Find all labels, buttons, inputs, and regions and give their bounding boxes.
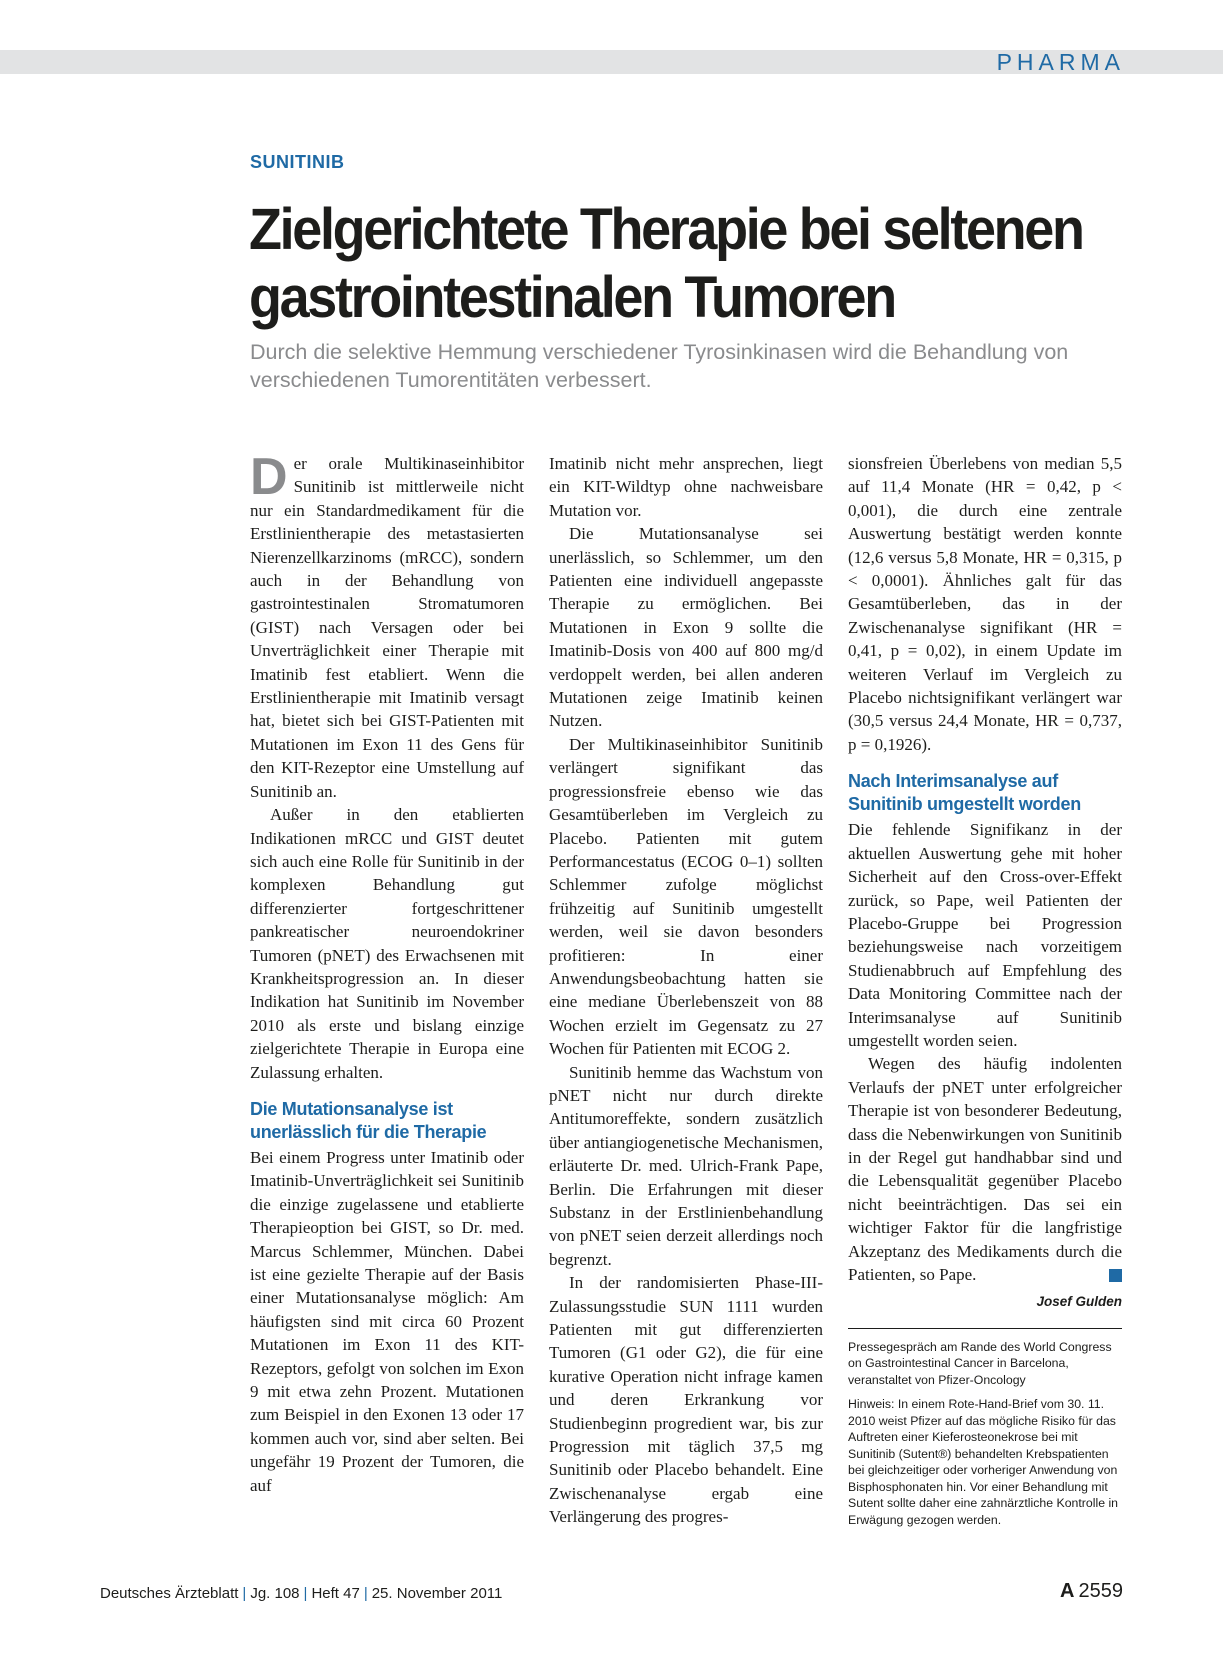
paragraph: In der randomisierten Phase-III-Zulassungsstudie SUN 1111 wurden Patienten mit gut differenzierten Tumoren (G1 oder G2), die für eine kurative Operation nicht infrage kamen und deren Erkrankung vor Studienbeginn progredient war, bis zur Progression mit täglich 37,5 mg Sunitinib oder Placebo behandelt. Eine Zwischenanalyse ergab eine Verlängerung des progres- xyxy=(549,1273,823,1527)
issue: Heft 47 xyxy=(311,1585,360,1602)
article-subtitle: Durch die selektive Hemmung verschiedener Tyrosinkinasen wird die Behandlung von verschiedenen Tumorentitäten verbessert. xyxy=(250,340,1069,392)
article-title: Zielgerichtete Therapie bei seltenen gastrointestinalen Tumoren xyxy=(249,197,1083,330)
text-column-3 xyxy=(848,452,1122,1536)
paragraph: Die fehlende Signifikanz in der aktuellen Auswertung gehe mit hoher Sicherheit auf den Cross-over-Effekt zurück, so Pape, weil Patienten der Placebo-Gruppe bei Progression beziehungsweise nach vorzeitigem Studienabbruch auf Empfehlung des Data Monitoring Committee nach der Interimsanalyse auf Sunitinib umgestellt worden seien. xyxy=(848,820,1122,1050)
footnotes xyxy=(848,1328,1122,1529)
separator: | xyxy=(303,1585,308,1602)
subheading: Die Mutationsanalyse ist unerlässlich für die Therapie xyxy=(250,1098,487,1142)
text-column-1 xyxy=(250,448,524,1497)
paragraph xyxy=(250,448,524,803)
subheading: Nach Interimsanalyse auf Sunitinib umgestellt worden xyxy=(848,771,1081,815)
paragraph: Die Mutationsanalyse sei unerlässlich, so Schlemmer, um den Patienten eine individuell angepasste Therapie zu ermöglichen. Bei Mutationen in Exon 9 sollte die Imatinib-Dosis von 400 auf 800 mg/d verdoppelt werden, bei allen anderen Mutationen zeige Imatinib keinen Nutzen. xyxy=(549,524,823,731)
page-number-value: 2559 xyxy=(1078,1580,1123,1602)
footer-citation xyxy=(100,1585,502,1602)
drop-cap: D xyxy=(250,448,288,506)
end-mark-icon xyxy=(1109,1269,1122,1282)
separator: | xyxy=(242,1585,247,1602)
issue-date: 25. November 2011 xyxy=(371,1585,503,1602)
section-label: PHARMA xyxy=(996,49,1125,75)
footnote: Hinweis: In einem Rote-Hand-Brief vom 30. 11. 2010 weist Pfizer auf das mögliche Risiko für das Auftreten einer Kieferosteonekrose bei mit Sunitinib (Sutent®) behandelten Krebspatienten bei gleichzeitiger oder vorheriger Anwendung von Bisphosphonaten hin. Vor einer Behandlung mit Sutent sollte daher eine zahnärztliche Kontrolle in Erwägung gezogen werden. xyxy=(848,1397,1119,1527)
text-column-2 xyxy=(549,452,823,1529)
paragraph xyxy=(848,1052,1122,1286)
paragraph-text: Wegen des häufig indolenten Verlaufs der pNET unter erfolgreicher Therapie ist von besonderer Bedeutung, dass die Nebenwirkungen von Sunitinib in der Regel gut handhabbar sind und die Lebensqualität gegenüber Placebo nicht beeinträchtigen. Das sei ein wichtiger Faktor für die langfristige Akzeptanz des Medikaments durch die Patienten, so Pape. xyxy=(848,1054,1122,1284)
paragraph: Sunitinib hemme das Wachstum von pNET nicht nur durch direkte Antitumoreffekte, sondern zusätzlich über antiangiogenetische Mechanismen, erläuterte Dr. med. Ulrich-Frank Pape, Berlin. Die Erfahrungen mit dieser Substanz in der Erstlinienbehandlung von pNET seien derzeit allerdings noch begrenzt. xyxy=(549,1062,823,1269)
paragraph: Der Multikinaseinhibitor Sunitinib verlängert signifikant das progressionsfreie ebenso wie das Gesamtüberleben im Vergleich zu Placebo. Patienten mit gutem Performancestatus (ECOG 0–1) sollten Schlemmer zufolge möglichst frühzeitig auf Sunitinib umgestellt werden, weil sie davon besonders profitieren: In einer Anwendungsbeobachtung hatten sie eine mediane Überlebenszeit von 88 Wochen erzielt im Gegensatz zu 27 Wochen für Patienten mit ECOG 2. xyxy=(549,734,823,1059)
journal-name: Deutsches Ärzteblatt xyxy=(100,1585,239,1602)
footnote: Pressegespräch am Rande des World Congress on Gastrointestinal Cancer in Barcelona, veranstaltet von Pfizer-Oncology xyxy=(848,1339,1112,1387)
paragraph: Imatinib nicht mehr ansprechen, liegt ein KIT-Wildtyp ohne nachweisbare Mutation vor. xyxy=(549,454,823,520)
separator: | xyxy=(363,1585,368,1602)
volume: Jg. 108 xyxy=(250,1585,300,1602)
page-prefix: A xyxy=(1060,1580,1075,1602)
paragraph: sionsfreien Überlebens von median 5,5 auf 11,4 Monate (HR = 0,42, p < 0,001), die durch eine zentrale Auswertung bestätigt werden konnte (12,6 versus 5,8 Monate, HR = 0,315, p < 0,0001). Ähnliches galt für das Gesamtüberleben, das in der Zwischenanalyse signifikant (HR = 0,41, p = 0,02), in einem Update im weiteren Verlauf im Vergleich zu Placebo nichtsignifikant verlängert war (30,5 versus 24,4 Monate, HR = 0,737, p = 0,1926). xyxy=(848,454,1122,754)
paragraph: Bei einem Progress unter Imatinib oder Imatinib-Unverträglichkeit sei Sunitinib die einzige zugelassene und etablierte Therapieoption bei GIST, so Dr. med. Marcus Schlemmer, München. Dabei ist eine gezielte Therapie auf der Basis einer Mutationsanalyse möglich: Am häufigsten sind mit circa 60 Prozent Mutationen im Exon 11 des KIT-Rezeptors, gefolgt von solchen im Exon 9 mit etwa zehn Prozent. Mutationen zum Beispiel in den Exonen 13 oder 17 kommen auch vor, sind aber selten. Bei ungefähr 19 Prozent der Tumoren, die auf xyxy=(250,1147,524,1495)
paragraph-text: er orale Multikinaseinhibitor Sunitinib ist mittlerweile nicht nur ein Standardmedikament für die Erstlinientherapie des metastasierten Nierenzellkarzinoms (mRCC), sondern auch in der Behandlung von gastrointestinalen Stromatumoren (GIST) nach Versagen oder bei Unverträglichkeit einer Therapie mit Imatinib fest etabliert. Wenn die Erstlinientherapie mit Imatinib versagt hat, bietet sich bei GIST-Patienten mit Mutationen im Exon 11 des Gens für den KIT-Rezeptor eine Umstellung auf Sunitinib an. xyxy=(250,454,524,801)
page-number xyxy=(1060,1580,1123,1603)
paragraph: Außer in den etablierten Indikationen mRCC und GIST deutet sich auch eine Rolle für Sunitinib in der komplexen Behandlung gut differenzierter fortgeschrittener pankreatischer neuroendokriner Tumoren (pNET) des Erwachsenen mit Krankheitsprogression an. In dieser Indikation hat Sunitinib im November 2010 als erste und bislang einzige zielgerichtete Therapie in Europa eine Zulassung erhalten. xyxy=(250,805,524,1082)
author-name: Josef Gulden xyxy=(1036,1294,1122,1310)
article-kicker: SUNITINIB xyxy=(250,152,345,172)
